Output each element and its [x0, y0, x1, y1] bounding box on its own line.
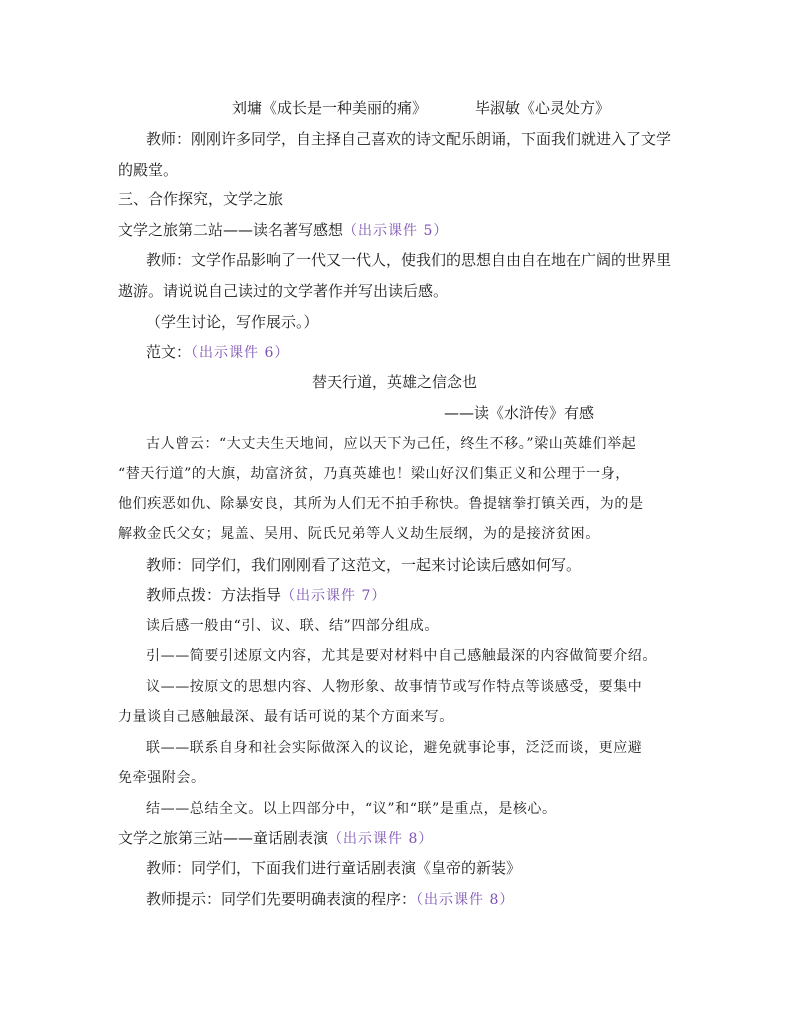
- essay-line: 古人曾云：“大丈夫生天地间，应以天下为己任，终生不移。”梁山英雄们举起: [146, 436, 637, 452]
- paragraph-line: 教师：同学们，我们刚刚看了这范文，一起来讨论读后感如何写。: [146, 556, 582, 574]
- header-right-title: 毕淑敏《心灵处方》: [475, 99, 611, 117]
- essay-line: 他们疾恶如仇、除暴安良，其所为人们无不拍手称快。鲁提辖拳打镇关西，为的是: [118, 496, 644, 512]
- teacher-tip-text: 教师提示：同学们先要明确表演的程序：: [146, 890, 417, 908]
- essay-subtitle: ——读《水浒传》有感: [444, 404, 595, 422]
- header-left-title: 刘墉《成长是一种美丽的痛》: [232, 99, 428, 117]
- courseware-note: （出示课件 8）: [416, 892, 515, 908]
- courseware-note: （出示课件 7）: [281, 588, 387, 604]
- essay-line: 解救金氏父女；晁盖、吴用、阮氏兄弟等人义劫生辰纲，为的是接济贫困。: [118, 526, 600, 542]
- method-lian-cont: 免牵强附会。: [118, 770, 206, 786]
- method-intro: 读后感一般由“引、议、联、结”四部分组成。: [146, 618, 439, 634]
- paragraph-line: （学生讨论，写作展示。）: [146, 313, 319, 331]
- paragraph-line: 教师：文学作品影响了一代又一代人，使我们的思想自由自在地在广阔的世界里: [146, 251, 672, 269]
- paragraph-line: 的殿堂。: [118, 161, 179, 179]
- stop-three-text: 文学之旅第三站——童话剧表演: [118, 829, 329, 847]
- model-essay-label: [146, 342, 289, 363]
- courseware-note: （出示课件 6）: [191, 345, 290, 361]
- stop-two-heading: [118, 220, 448, 241]
- model-essay-text: 范文：: [146, 343, 192, 361]
- stop-two-text: 文学之旅第二站——读名著写感想: [118, 221, 344, 239]
- courseware-note: （出示课件 5）: [343, 223, 449, 239]
- paragraph-line: 遨游。请说说自己读过的文学著作并写出读后感。: [118, 282, 449, 300]
- method-yi-cont: 力量谈自己感触最深、最有话可说的某个方面来写。: [118, 709, 454, 725]
- method-lian: 联——联系自身和社会实际做深入的议论，避免就事论事，泛泛而谈，更应避: [146, 740, 643, 756]
- essay-title: 替天行道，英雄之信念也: [312, 373, 478, 391]
- header-line: [232, 98, 610, 118]
- section-heading: 三、合作探究，文学之旅: [118, 190, 284, 208]
- method-jie: 结——总结全文。以上四部分中，“议”和“联”是重点，是核心。: [146, 801, 557, 817]
- paragraph-line: 教师：刚刚许多同学，自主择自己喜欢的诗文配乐朗诵，下面我们就进入了文学: [146, 130, 672, 148]
- method-guide-text: 教师点拨：方法指导: [146, 586, 282, 604]
- teacher-tip: [146, 889, 514, 910]
- method-yi: 议——按原文的思想内容、人物形象、故事情节或写作特点等谈感受，要集中: [146, 679, 643, 695]
- stop-three-heading: [118, 828, 433, 849]
- essay-line: “替天行道”的大旗，劫富济贫，乃真英雄也！梁山好汉们集正义和公理于一身，: [118, 466, 630, 482]
- courseware-note: （出示课件 8）: [328, 831, 434, 847]
- method-guide-heading: [146, 585, 386, 606]
- paragraph-line: 教师：同学们，下面我们进行童话剧表演《皇帝的新装》: [146, 859, 522, 877]
- method-yin: 引——简要引述原文内容，尤其是要对材料中自己感触最深的内容做简要介绍。: [146, 648, 657, 664]
